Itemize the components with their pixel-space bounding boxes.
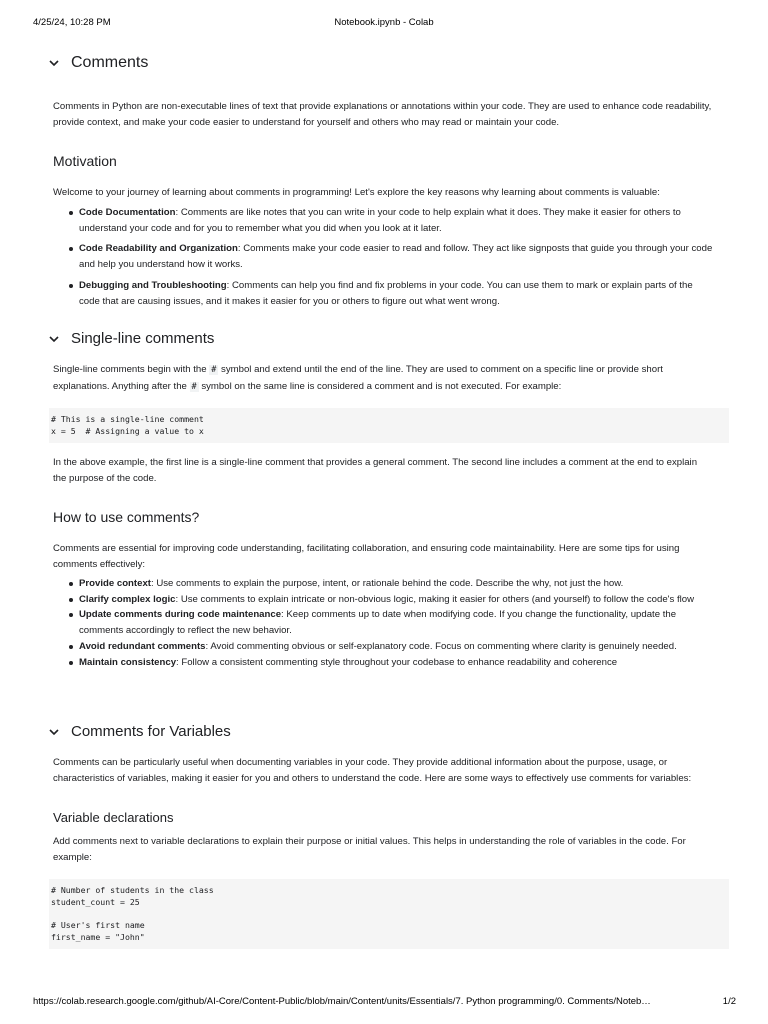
motivation-intro: Welcome to your journey of learning about comments in programming! Let's explore the key reasons why learning about comments is valuable: bbox=[53, 187, 660, 198]
variables-intro: Comments can be particularly useful when documenting variables in your code. They provide additional information about the purpose, usage, or characteristics of variables, making it easier for you and others to understand the code. Here are some ways to effectively use comments for variables: bbox=[53, 757, 692, 784]
variable-declarations-text: Add comments next to variable declarations to explain their purpose or initial values. This helps in understanding the role of variables in the code. For example: bbox=[53, 836, 686, 863]
list-item bbox=[53, 576, 713, 592]
section-title: Single-line comments bbox=[71, 330, 215, 347]
list-item-text: : Comments are like notes that you can write in your code to help explain what it does. They make it easier for others to understand your code and for you to remember what you did when you look at it later. bbox=[79, 207, 681, 234]
single-line-after: In the above example, the first line is a single-line comment that provides a general comment. The second line includes a comment at the end to explain the purpose of the code. bbox=[53, 457, 698, 484]
chevron-down-icon bbox=[46, 55, 62, 71]
how-to-heading: How to use comments? bbox=[53, 509, 200, 525]
list-item bbox=[53, 278, 713, 309]
list-item-bold: Code Readability and Organization bbox=[79, 243, 238, 255]
single-line-intro bbox=[53, 362, 713, 395]
list-item-text: : Keep comments up to date when modifying code. If you change the functionality, update the comments accordingly to reflect the new behavior. bbox=[79, 609, 677, 637]
list-item-bold: Update comments during code maintenance bbox=[79, 609, 282, 621]
intro-text: symbol on the same line is considered a comment and is not executed. For example: bbox=[198, 380, 562, 392]
print-url: https://colab.research.google.com/github/AI-Core/Content-Public/blob/main/Content/units/Essentials/7. Python programming/0. Comments/Noteb… bbox=[33, 996, 651, 1007]
list-item-bold: Code Documentation bbox=[79, 207, 176, 218]
section-header-single-line[interactable] bbox=[46, 330, 214, 347]
list-item bbox=[53, 205, 713, 236]
list-item-text: : Use comments to explain the purpose, intent, or rationale behind the code. Describe the why, not just the how. bbox=[150, 578, 624, 589]
section-header-variables[interactable] bbox=[46, 723, 231, 740]
code-cell-single-line[interactable]: # This is a single-line comment x = 5 # Assigning a value to x bbox=[49, 408, 729, 443]
intro-text: Single-line comments begin with the bbox=[53, 364, 210, 375]
list-item-text: : Follow a consistent commenting style throughout your codebase to enhance readability and coherence bbox=[176, 656, 618, 668]
motivation-list bbox=[53, 205, 713, 309]
list-item-text: : Avoid commenting obvious or self-explanatory code. Focus on commenting where clarity is genuinely needed. bbox=[205, 640, 677, 652]
list-item-bold: Maintain consistency bbox=[79, 656, 177, 668]
list-item-text: : Use comments to explain intricate or non-obvious logic, making it easier for others (and yourself) to follow the code's flow bbox=[175, 593, 695, 605]
variable-declarations-heading: Variable declarations bbox=[53, 810, 174, 825]
section-header-comments[interactable] bbox=[46, 54, 148, 72]
inline-code: # bbox=[211, 365, 217, 375]
print-date: 4/25/24, 10:28 PM bbox=[33, 17, 111, 28]
section-title: Comments for Variables bbox=[71, 723, 231, 740]
list-item-bold: Provide context bbox=[79, 578, 151, 589]
inline-code: # bbox=[191, 381, 197, 392]
print-header bbox=[0, 17, 768, 31]
list-item bbox=[53, 639, 713, 655]
chevron-down-icon bbox=[46, 724, 62, 740]
how-to-list bbox=[53, 576, 713, 670]
section-title: Comments bbox=[71, 54, 149, 71]
page-number: 1/2 bbox=[722, 996, 736, 1007]
list-item-text: : Comments can help you find and fix problems in your code. You can use them to mark or explain parts of the code that are causing issues, and it makes it easier for you or others to figure out what went wrong. bbox=[79, 279, 693, 307]
code-cell-variables[interactable]: # Number of students in the class student_count = 25 # User's first name first_name = "John" bbox=[49, 879, 729, 949]
comments-intro: Comments in Python are non-executable lines of text that provide explanations or annotations within your code. They are used to enhance code readability, provide context, and make your code easier to understand for yourself and others who may read or maintain your code. bbox=[53, 101, 712, 128]
list-item bbox=[53, 592, 713, 608]
list-item-bold: Clarify complex logic bbox=[79, 593, 176, 605]
list-item bbox=[53, 655, 713, 671]
motivation-heading: Motivation bbox=[53, 153, 117, 169]
list-item-bold: Debugging and Troubleshooting bbox=[79, 279, 227, 291]
list-item bbox=[53, 241, 713, 272]
intro-text: symbol and extend until the end of the line. They are used to comment on a specific line or provide short explanations. Anything after the bbox=[53, 364, 663, 392]
list-item-text: : Comments make your code easier to read and follow. They act like signposts that guide you through your code and help you understand how it works. bbox=[79, 243, 713, 271]
how-to-intro: Comments are essential for improving code understanding, facilitating collaboration, and ensuring code maintainability. Here are some tips for using comments effectively: bbox=[53, 543, 680, 570]
print-footer bbox=[0, 996, 768, 1010]
list-item-bold: Avoid redundant comments bbox=[79, 640, 206, 652]
print-title: Notebook.ipynb - Colab bbox=[334, 17, 434, 28]
chevron-down-icon bbox=[46, 331, 62, 347]
list-item bbox=[53, 607, 713, 638]
